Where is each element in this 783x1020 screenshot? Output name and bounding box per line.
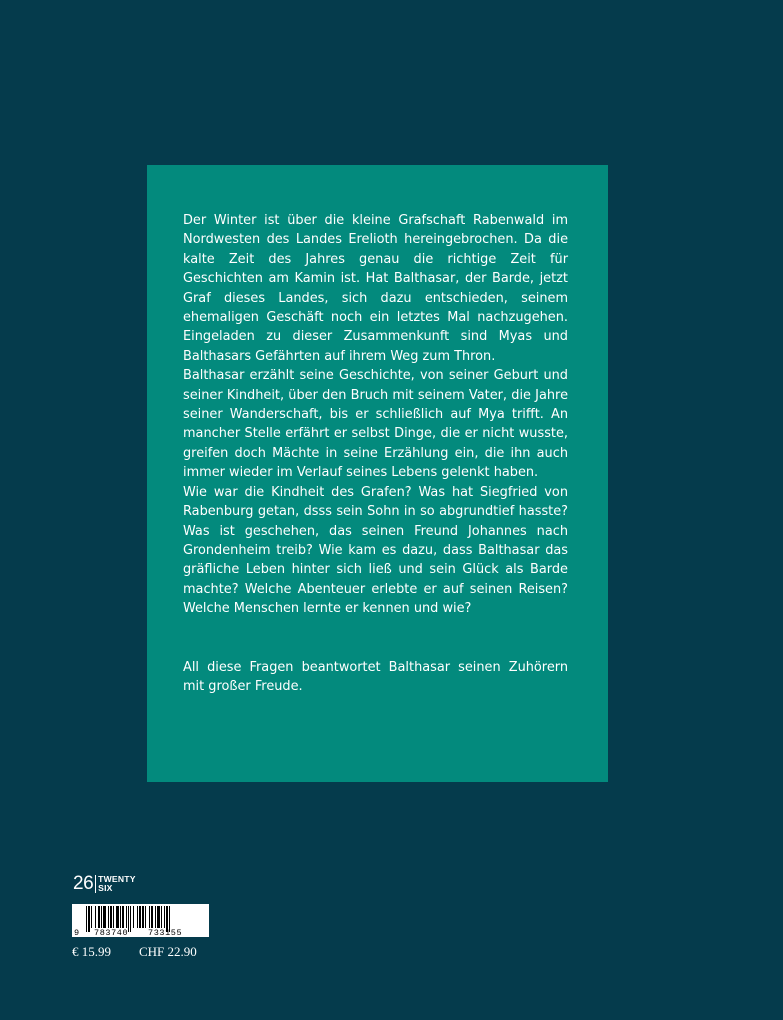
blurb-box (147, 165, 608, 782)
barcode-bar (139, 906, 141, 928)
barcode-graphic (72, 904, 209, 937)
barcode-bar (101, 906, 102, 928)
barcode-bar (142, 906, 144, 928)
barcode-bar (157, 906, 160, 928)
barcode-bar (145, 906, 146, 928)
blurb-paragraph-1: Der Winter ist über die kleine Grafschaft Rabenwald im Nordwesten des Landes Erelioth hereingebrochen. Da die kalte Zeit des Jahres genau die richtige Zeit für Geschichten am Kamin ist. Hat Balthasar, der Barde, jetzt Graf dieses Landes, sich dazu entschieden, seinem ehemaligen Geschäft noch ein letztes Mal nachzugehen. Eingeladen zu dieser Zusammenkunft sind Myas und Balthasars Gefährten auf ihrem Weg zum Thron. (183, 213, 568, 364)
barcode-digits-group1: 783740 (94, 928, 129, 937)
barcode-bar (86, 906, 87, 932)
barcode-bar (122, 906, 124, 928)
barcode-bar (95, 906, 96, 928)
barcode-digits-group2: 733155 (148, 928, 183, 937)
barcode-bar (120, 906, 121, 928)
price-chf: CHF 22.90 (139, 944, 197, 959)
barcode-bar (98, 906, 100, 928)
barcode-bar (91, 906, 92, 928)
barcode-bar (149, 906, 150, 928)
publisher-logo (73, 872, 136, 896)
barcode-bar (110, 906, 112, 928)
blurb-paragraph-3: Wie war die Kindheit des Grafen? Was hat Siegfried von Rabenburg getan, dsss sein Sohn in so abgrundtief hasste? Was ist geschehen, das seinen Freund Johannes nach Grondenheim treib? Wie kam es dazu, dass Balthasar das gräfliche Leben hinter sich ließ und sein Glück als Barde machte? Welche Abenteuer erlebte er auf seinen Reisen? Welche Menschen lernte er kennen und wie? (183, 484, 568, 617)
barcode-bar (103, 906, 106, 928)
barcode-bar (151, 906, 153, 928)
price-eur: € 15.99 (72, 944, 111, 959)
barcode-bar (137, 906, 138, 928)
barcode-bar (133, 906, 134, 928)
barcode-bar (88, 906, 90, 932)
barcode-bar (164, 906, 165, 928)
barcode-bar (126, 906, 127, 928)
publisher-logo-words (98, 875, 135, 893)
barcode-digit-first: 9 (74, 928, 80, 937)
barcode-bar (113, 906, 114, 928)
barcode-bar (155, 906, 156, 928)
barcode-bar (108, 906, 109, 928)
blurb-paragraph-2: Balthasar erzählt seine Geschichte, von seiner Geburt und seiner Kindheit, über den Bruch mit seinem Vater, die Jahre seiner Wanderschaft, bis er schließlich auf Mya trifft. An mancher Stelle erfährt er selbst Dinge, die er nicht wusste, greifen doch Mächte in seine Erzählung ein, die ihn auch immer wieder im Verlauf seines Lebens gelenkt haben. (183, 368, 568, 481)
publisher-logo-word1: TWENTY (98, 874, 136, 884)
barcode-bar (161, 906, 162, 928)
prices (72, 944, 197, 960)
publisher-logo-divider (95, 875, 96, 893)
barcode-bar (116, 906, 119, 928)
blurb-closing: All diese Fragen beantwortet Balthasar seinen Zuhörern mit großer Freude. (183, 659, 568, 694)
publisher-logo-word2: SIX (98, 883, 113, 893)
barcode-bar (130, 906, 131, 932)
publisher-logo-number: 26 (73, 873, 94, 894)
isbn-barcode (72, 904, 209, 937)
